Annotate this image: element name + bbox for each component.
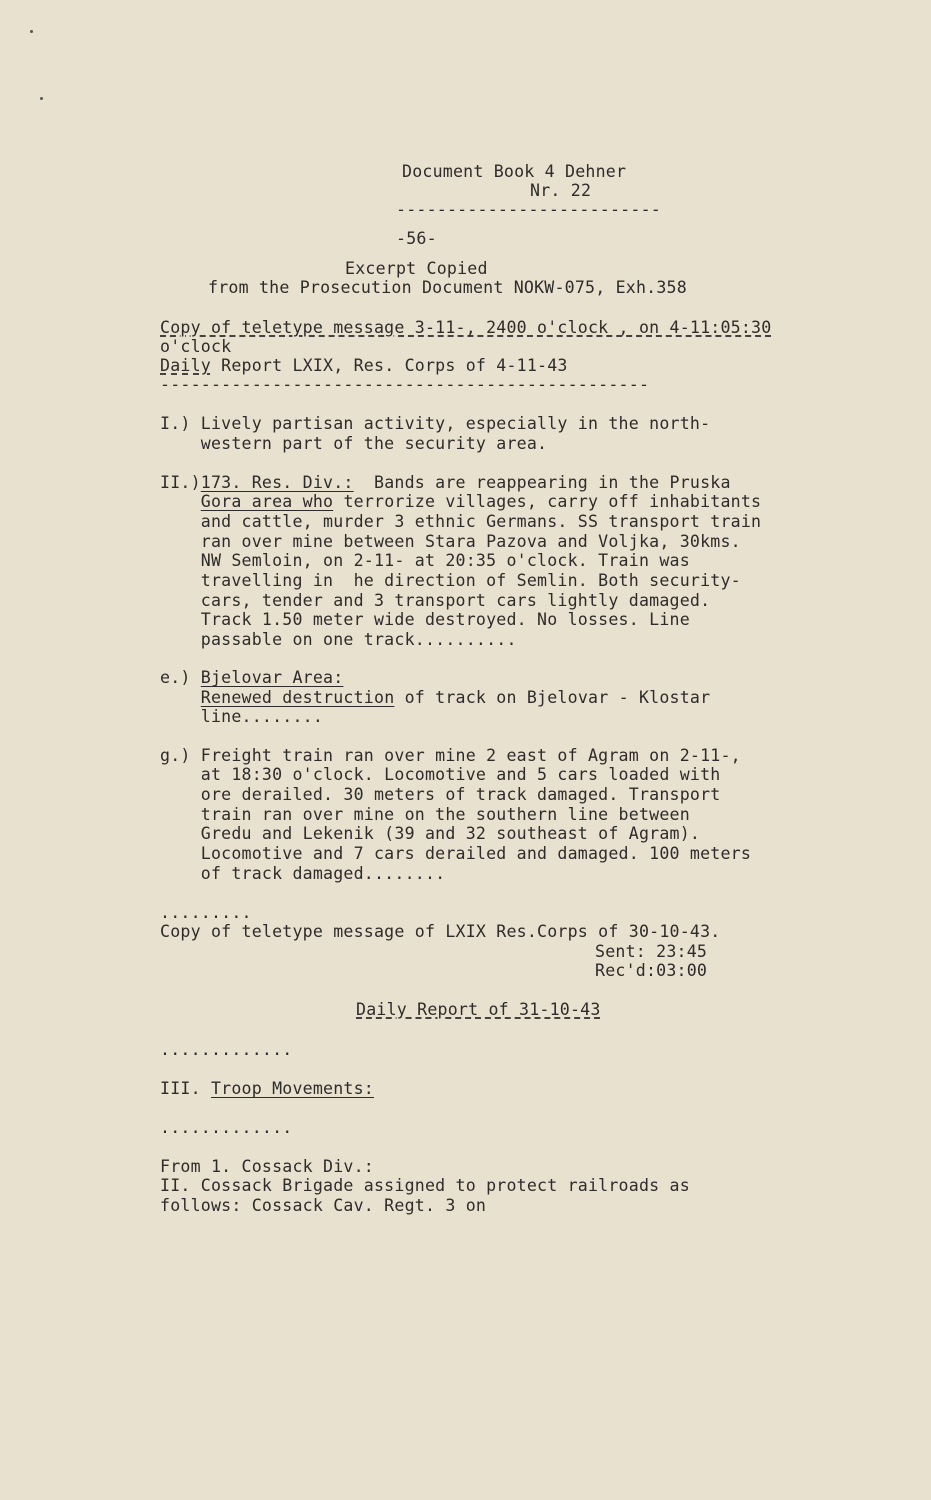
cossack-line: follows: Cossack Cav. Regt. 3 on	[160, 1196, 487, 1215]
section-2-text: terrorize villages, carry off inhabitants	[333, 492, 762, 511]
cossack-line: From 1. Cossack Div.:	[160, 1157, 374, 1176]
excerpt-title: Excerpt Copied	[345, 259, 488, 278]
section-2-line: and cattle, murder 3 ethnic Germans. SS transport train	[160, 512, 762, 531]
daily-report-text: Report LXIX, Res. Corps of 4-11-43	[210, 356, 568, 375]
header-rule: --------------------------	[396, 200, 661, 219]
ellipsis-dots: .........	[160, 903, 252, 922]
section-1-line: I.) Lively partisan activity, especially in the north-	[160, 414, 711, 433]
page-speck	[40, 97, 43, 100]
teletype-header-line: Copy of teletype message 3-11-, 2400 o'clock , on 4-11:05:30	[160, 318, 772, 337]
section-e-prefix: e.)	[160, 668, 201, 687]
received-time: Rec'd:03:00	[595, 961, 708, 980]
section-e-heading: Bjelovar Area:	[200, 668, 344, 687]
page-speck	[30, 30, 33, 33]
daily-report-line	[160, 356, 568, 376]
daily-report-title: Daily Report of 31-10-43	[356, 1000, 601, 1019]
section-g-line: at 18:30 o'clock. Locomotive and 5 cars loaded with	[160, 765, 721, 784]
troop-movements-line	[160, 1079, 374, 1099]
section-e-line	[160, 688, 710, 708]
section-2-line: NW Semloin, on 2-11- at 20:35 o'clock. Train was	[160, 551, 690, 570]
section-2-line	[160, 492, 761, 512]
section-g-line: of track damaged........	[160, 864, 446, 883]
teletype-header-continuation: o'clock	[160, 337, 232, 356]
cossack-line: II. Cossack Brigade assigned to protect railroads as	[160, 1176, 690, 1195]
section-2-line: cars, tender and 3 transport cars lightly damaged.	[160, 591, 711, 610]
section-e-underlined: Renewed destruction	[200, 688, 395, 707]
section-2-prefix: II.)	[160, 473, 201, 492]
section-g-line: ore derailed. 30 meters of track damaged. Transport	[160, 785, 721, 804]
section-2-heading: 173. Res. Div.:	[200, 473, 354, 492]
excerpt-source: from the Prosecution Document NOKW-075, Exh.358	[208, 278, 687, 297]
sent-time: Sent: 23:45	[595, 942, 708, 961]
document-book-title: Document Book 4 Dehner	[402, 162, 627, 181]
section-2-line: ran over mine between Stara Pazova and Voljka, 30kms.	[160, 532, 741, 551]
section-2-line	[160, 473, 731, 493]
troop-prefix: III.	[160, 1079, 211, 1098]
daily-label: Daily	[160, 356, 211, 375]
section-g-line: g.) Freight train ran over mine 2 east of Agram on 2-11-,	[160, 746, 741, 765]
page-number: -56-	[396, 229, 437, 248]
section-e-line	[160, 668, 343, 688]
section-2-line: travelling in he direction of Semlin. Both security-	[160, 571, 741, 590]
document-number: Nr. 22	[530, 181, 592, 200]
section-2-line: passable on one track..........	[160, 630, 517, 649]
ellipsis-dots: .............	[160, 1118, 293, 1137]
second-teletype-line: Copy of teletype message of LXIX Res.Corps of 30-10-43.	[160, 922, 721, 941]
section-2-underlined: Gora area who	[200, 492, 334, 511]
section-g-line: Gredu and Lekenik (39 and 32 southeast of Agram).	[160, 824, 701, 843]
section-g-line: Locomotive and 7 cars derailed and damaged. 100 meters	[160, 844, 752, 863]
section-e-text: of track on Bjelovar - Klostar	[394, 688, 711, 707]
section-2-text: Bands are reappearing in the Pruska	[353, 473, 731, 492]
section-2-line: Track 1.50 meter wide destroyed. No losses. Line	[160, 610, 690, 629]
section-e-line: line........	[160, 707, 324, 726]
section-1-line: western part of the security area.	[160, 434, 548, 453]
troop-movements-heading: Troop Movements:	[210, 1079, 374, 1098]
section-g-line: train ran over mine on the southern line between	[160, 805, 690, 824]
daily-report-rule: ------------------------------------------------	[160, 375, 650, 394]
ellipsis-dots: .............	[160, 1040, 293, 1059]
